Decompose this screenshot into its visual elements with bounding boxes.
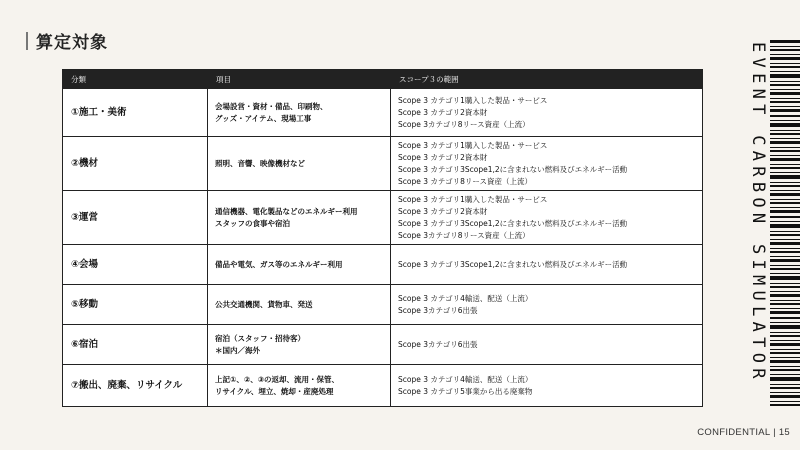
scope3-line: Scope 3カテゴリ8リース資産（上流） [398,119,530,129]
scope3-line: Scope 3 カテゴリ5事業から出る廃棄物 [398,386,533,396]
scope3-line: Scope 3 カテゴリ4輸送、配送（上流） [398,374,533,384]
row-category: ①施工・美術 [63,89,208,137]
row-scope3 [391,285,703,325]
page-title-text: 算定対象 [36,33,108,53]
item-line: 宿泊（スタッフ・招待客） [215,333,305,343]
scope3-line: Scope 3カテゴリ6出張 [398,339,478,349]
scope-table [62,69,703,407]
row-category: ②機材 [63,137,208,191]
page-number: 15 [778,427,790,438]
row-category: ⑦搬出、廃棄、リサイクル [63,365,208,407]
scope3-line: Scope 3 カテゴリ2資本財 [398,107,488,117]
scope3-line: Scope 3 カテゴリ2資本財 [398,152,488,162]
row-items [208,365,391,407]
item-line: リサイクル、埋立、焼却・産廃処理 [215,386,334,396]
row-scope3 [391,191,703,245]
table-row [63,191,703,245]
footer [697,427,790,438]
row-category: ③運営 [63,191,208,245]
row-items [208,191,391,245]
header-items: 項目 [208,70,391,89]
table-row [63,89,703,137]
row-category: ④会場 [63,245,208,285]
barcode-decoration [770,40,800,406]
scope3-line: Scope 3 カテゴリ1購入した製品・サービス [398,140,548,150]
row-scope3 [391,89,703,137]
scope3-line: Scope 3 カテゴリ8リース資産（上流） [398,176,532,186]
item-line: 公共交通機関、貨物車、発送 [215,299,313,309]
confidential-label: CONFIDENTIAL [697,427,771,438]
header-category: 分類 [63,70,208,89]
row-items [208,137,391,191]
scope3-line: Scope 3 カテゴリ3Scope1,2に含まれない燃料及びエネルギー活動 [398,259,628,269]
table-row [63,137,703,191]
row-category: ⑤移動 [63,285,208,325]
row-category: ⑥宿泊 [63,325,208,365]
scope3-line: Scope 3 カテゴリ2資本財 [398,206,488,216]
item-line: スタッフの食事や宿泊 [215,218,290,228]
scope3-line: Scope 3カテゴリ6出張 [398,305,478,315]
page-title [26,28,108,53]
scope3-line: Scope 3 カテゴリ1購入した製品・サービス [398,95,548,105]
table-row [63,245,703,285]
row-scope3 [391,325,703,365]
row-items [208,325,391,365]
row-items [208,89,391,137]
table-row [63,285,703,325]
table-row [63,325,703,365]
row-scope3 [391,245,703,285]
item-line: 上記①、②、③の返却、流用・保管、 [215,374,340,384]
table-row [63,365,703,407]
footer-separator: | [773,427,776,438]
row-scope3 [391,137,703,191]
item-line: 通信機器、電化製品などのエネルギー利用 [215,206,358,216]
row-scope3 [391,365,703,407]
item-line: 備品や電気、ガス等のエネルギー利用 [215,259,343,269]
row-items [208,285,391,325]
row-items [208,245,391,285]
table-header-row [63,70,703,89]
side-title: EVENT CARBON SIMULATOR [748,42,768,384]
header-scope3: スコープ３の範囲 [391,70,703,89]
item-line: 会場設営・資材・備品、印刷物、 [215,101,328,111]
item-line: グッズ・アイテム、現場工事 [215,113,312,123]
scope3-line: Scope 3 カテゴリ3Scope1,2に含まれない燃料及びエネルギー活動 [398,164,628,174]
scope3-line: Scope 3カテゴリ8リース資産（上流） [398,230,530,240]
scope3-line: Scope 3 カテゴリ1購入した製品・サービス [398,194,548,204]
item-line: ＊国内／海外 [215,345,260,355]
item-line: 照明、音響、映像機材など [215,158,305,168]
scope3-line: Scope 3 カテゴリ3Scope1,2に含まれない燃料及びエネルギー活動 [398,218,628,228]
scope3-line: Scope 3 カテゴリ4輸送、配送（上流） [398,293,533,303]
title-accent-bar [26,32,28,50]
